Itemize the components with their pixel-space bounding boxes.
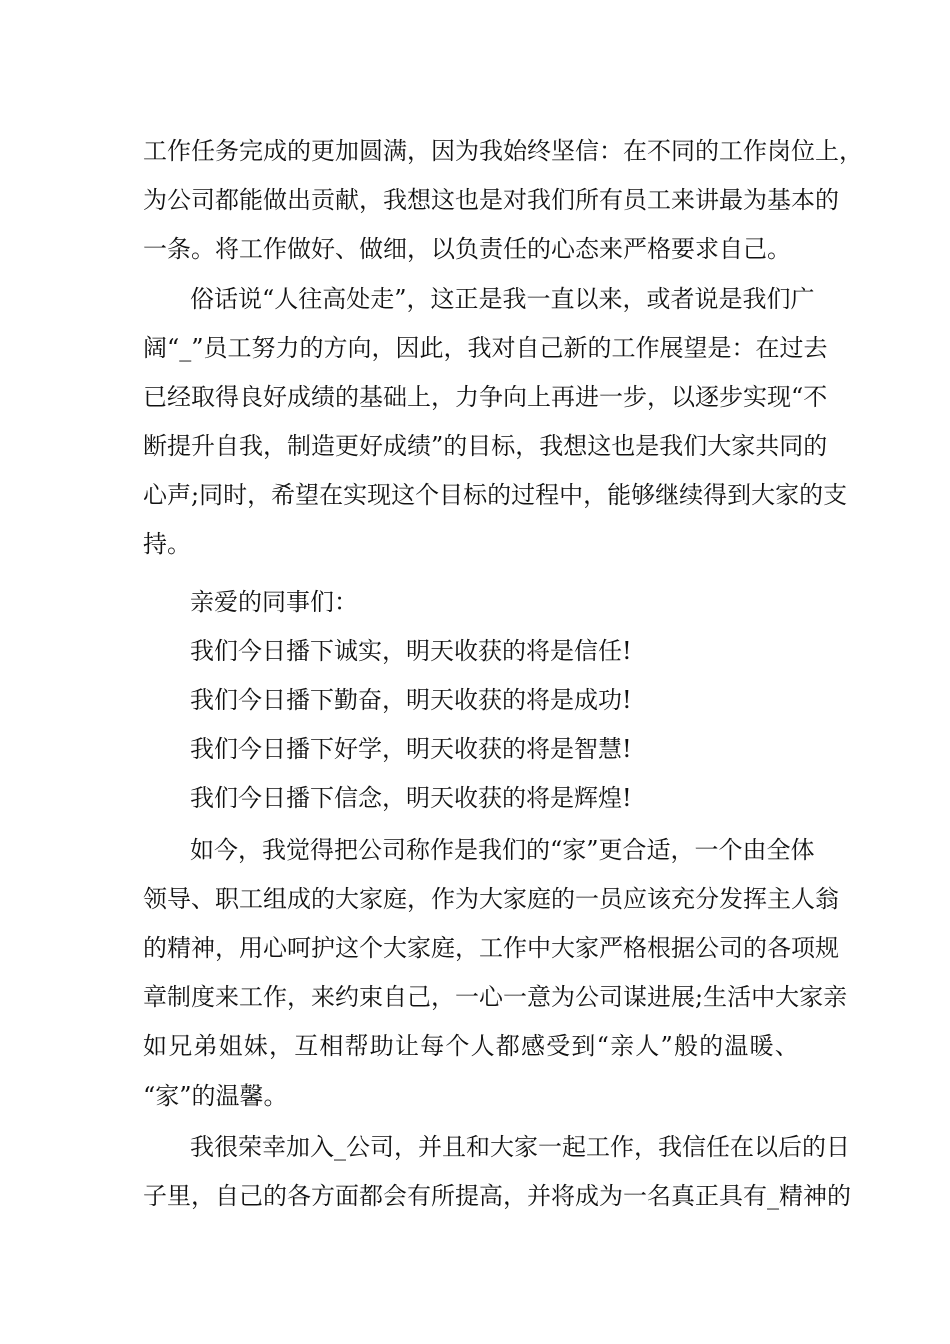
verse-line: 我们今日播下勤奋，明天收获的将是成功! — [190, 686, 632, 714]
paragraph-line: 持。 — [143, 530, 191, 558]
verse-line: 我们今日播下诚实，明天收获的将是信任! — [190, 637, 632, 665]
salutation-line: 亲爱的同事们： — [190, 588, 358, 616]
paragraph-line: 一条。将工作做好、做细，以负责任的心态来严格要求自己。 — [143, 235, 791, 263]
paragraph-line: 已经取得良好成绩的基础上，力争向上再进一步，以逐步实现“不 — [143, 383, 828, 411]
paragraph-line: 阔“_”员工努力的方向，因此，我对自己新的工作展望是：在过去 — [143, 334, 828, 362]
paragraph-line: 的精神，用心呵护这个大家庭，工作中大家严格根据公司的各项规 — [143, 934, 839, 962]
paragraph-line: 章制度来工作，来约束自己，一心一意为公司谋进展;生活中大家亲 — [143, 983, 848, 1011]
paragraph-line: 断提升自我，制造更好成绩”的目标，我想这也是我们大家共同的 — [143, 432, 828, 460]
verse-line: 我们今日播下好学，明天收获的将是智慧! — [190, 735, 632, 763]
verse-line: 我们今日播下信念，明天收获的将是辉煌! — [190, 784, 632, 812]
paragraph-line: 如今，我觉得把公司称作是我们的“家”更合适，一个由全体 — [190, 836, 815, 864]
paragraph-line: 子里，自己的各方面都会有所提高，并将成为一名真正具有_精神的 — [143, 1182, 851, 1210]
paragraph-line: “家”的温馨。 — [143, 1082, 288, 1110]
paragraph-line: 领导、职工组成的大家庭，作为大家庭的一员应该充分发挥主人翁 — [143, 885, 839, 913]
paragraph-line: 心声;同时，希望在实现这个目标的过程中，能够继续得到大家的支 — [143, 481, 848, 509]
paragraph-line: 我很荣幸加入_公司，并且和大家一起工作，我信任在以后的日 — [190, 1133, 850, 1161]
paragraph-line: 工作任务完成的更加圆满，因为我始终坚信：在不同的工作岗位上， — [143, 137, 863, 165]
paragraph-line: 俗话说“人往高处走”，这正是我一直以来，或者说是我们广 — [190, 285, 815, 313]
paragraph-line: 如兄弟姐妹，互相帮助让每个人都感受到“亲人”般的温暖、 — [143, 1032, 800, 1060]
paragraph-line: 为公司都能做出贡献，我想这也是对我们所有员工来讲最为基本的 — [143, 186, 839, 214]
